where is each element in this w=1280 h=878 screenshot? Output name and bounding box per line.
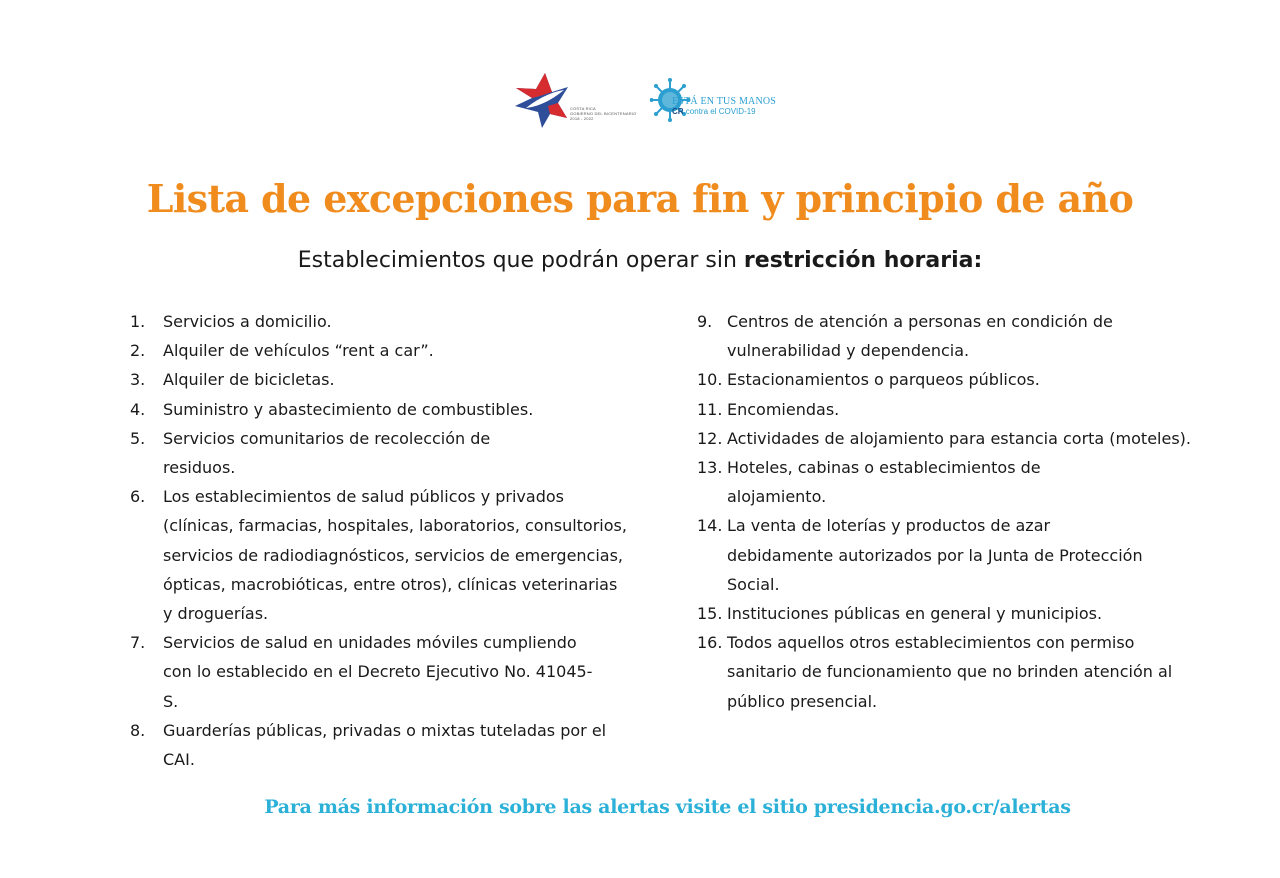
item-text: Guarderías públicas, privadas o mixtas tuteladas por el CAI. [163,720,607,770]
list-item [130,307,630,336]
star-logo-icon [512,70,570,130]
item-text: Hoteles, cabinas o establecimientos de alojamiento. [727,458,1041,507]
list-item [697,599,1177,628]
list-item [130,716,633,774]
item-text: Servicios comunitarios de recolección de residuos. [163,428,491,478]
item-number: 14. [697,516,723,536]
exceptions-list-right [697,307,1191,716]
item-text: Servicios de salud en unidades móviles cumpliendo con lo establecido en el Decreto Ejecutivo No. 41045-S. [163,633,593,711]
item-number: 9. [697,312,713,331]
item-number: 5. [130,428,146,448]
item-text: Alquiler de bicicletas. [163,370,335,390]
covid-campaign-logo [650,78,775,128]
header-logos [0,70,1280,130]
subtitle-bold: restricción horaria: [743,248,983,273]
item-text: Suministro y abastecimiento de combustibles. [163,399,534,419]
item-text: La venta de loterías y productos de azar debidamente autorizados por la Junta de Protección Social. [727,516,1143,594]
item-text: Alquiler de vehículos “rent a car”. [163,341,434,361]
item-number: 12. [697,428,723,448]
government-logo [512,70,642,130]
list-item [697,307,1177,365]
list-item [130,424,563,482]
item-number: 13. [697,458,723,478]
item-text: Estacionamientos o parqueos públicos. [727,370,1040,390]
covid-logo-line1: ESTÁ EN TUS MANOS [672,96,777,107]
item-text: Todos aquellos otros establecimientos con permiso sanitario de funcionamiento que no brinden atención al público presencial. [727,633,1173,711]
subtitle [0,248,1280,273]
covid-logo-line2: CR contra el COVID-19 [672,107,756,116]
list-item [130,628,603,716]
list-item [130,395,630,424]
item-number: 7. [130,633,146,653]
item-text: Actividades de alojamiento para estancia corta (moteles). [727,428,1191,448]
item-number: 16. [697,633,723,653]
item-number: 1. [130,312,146,331]
list-item [697,511,1147,599]
list-item [697,628,1177,716]
item-number: 15. [697,604,723,624]
list-item [130,365,630,394]
item-number: 10. [697,370,723,390]
list-item [697,453,1127,511]
page-title: Lista de excepciones para fin y principio de año [146,176,1134,221]
item-number: 4. [130,399,146,419]
government-logo-text: COSTA RICA GOBIERNO DEL BICENTENARIO 2018 - 2022 [570,106,637,121]
item-number: 2. [130,341,146,361]
footer-info-link: Para más información sobre las alertas visite el sitio presidencia.go.cr/alertas [264,796,1071,818]
subtitle-text: Establecimientos que podrán operar sin [297,248,744,273]
item-text: Instituciones públicas en general y municipios. [727,604,1103,624]
item-number: 11. [697,399,723,419]
list-item [697,424,1197,453]
list-item [697,365,1177,394]
list-item [130,482,630,628]
list-item [697,395,1177,424]
item-text: Centros de atención a personas en condición de vulnerabilidad y dependencia. [727,312,1113,361]
exceptions-list-left [130,307,630,774]
item-number: 8. [130,720,146,740]
item-text: Encomiendas. [727,399,840,419]
item-text: Los establecimientos de salud públicos y privados (clínicas, farmacias, hospitales, laboratorios, consultorios, servicios de radiodiagnósticos, servicios de emergencias, ópticas, macrobióticas, entre otros), clínicas veterinarias y droguerías. [163,487,627,624]
item-number: 3. [130,370,146,390]
list-item [130,336,630,365]
item-number: 6. [130,487,146,507]
item-text: Servicios a domicilio. [163,312,332,331]
